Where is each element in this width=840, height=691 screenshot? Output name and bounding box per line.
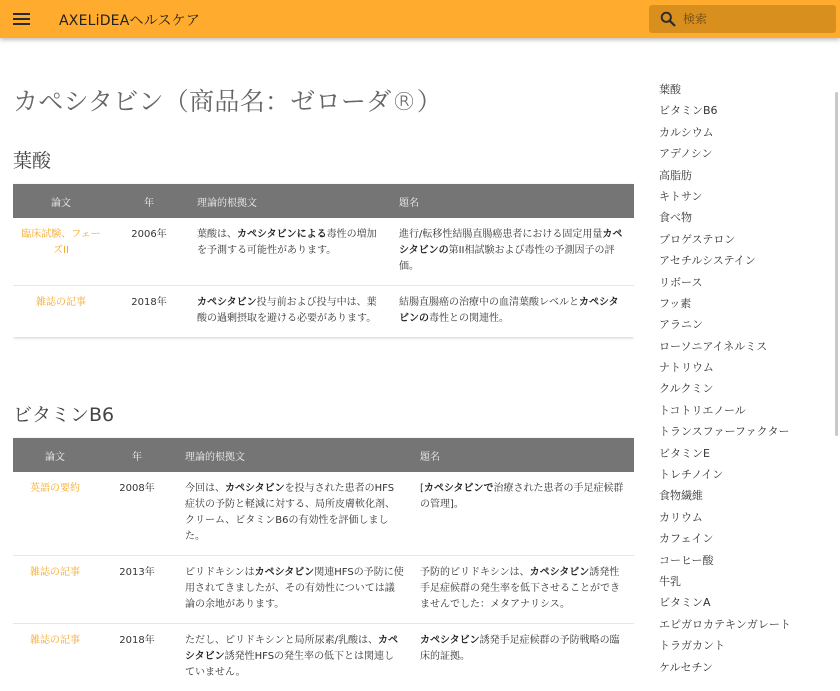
text-segment: 第II相試験および毒性の予測因子の評価。	[399, 245, 615, 272]
highlighted-drug-name: カペシタビン	[254, 567, 315, 578]
table-row	[13, 218, 634, 286]
text-segment: 毒性の増加を予測する可能性があります。	[197, 229, 377, 256]
paper-link[interactable]: 臨床試験、フェーズII	[21, 229, 101, 256]
text-segment: [	[420, 483, 424, 494]
year-cell: 2018年	[97, 624, 177, 691]
text-segment: 治療された患者の手足症候群の管理]。	[420, 483, 624, 510]
toc-item[interactable]: トランスファーファクター	[659, 425, 790, 439]
column-header-title: 題名	[412, 438, 634, 472]
paper-link[interactable]: 英語の要約	[30, 483, 80, 494]
toc-item[interactable]: ビタミンA	[659, 596, 711, 610]
toc-item[interactable]: クルクミン	[659, 382, 714, 396]
year-cell: 2013年	[97, 556, 177, 624]
title-cell	[412, 624, 634, 691]
toc-item[interactable]: プロゲステロン	[659, 232, 736, 246]
rationale-cell	[189, 286, 391, 338]
text-segment: 葉酸は、	[197, 229, 237, 240]
toc-item[interactable]: フッ素	[659, 296, 692, 310]
toc-item[interactable]: 牛乳	[659, 574, 681, 588]
toc-item[interactable]: トレチノイン	[659, 468, 724, 482]
text-segment: を投与された患者のHFS症状の予防と軽減に対する、局所皮膚軟化剤、クリーム、ビタミンB6の有効性を評価しました。	[185, 483, 395, 542]
text-segment: 関連HFSの予防に使用されてきましたが、その有効性については議論の余地があります。	[185, 567, 404, 610]
title-cell	[391, 286, 634, 338]
column-header-title: 題名	[391, 184, 634, 218]
text-segment: 進行/転移性結腸直腸癌患者における固定用量	[399, 229, 603, 240]
paper-link[interactable]: 雑誌の記事	[30, 567, 80, 578]
toc-item[interactable]: アラニン	[659, 318, 703, 332]
text-segment: 誘発手足症候群の予防戦略の臨床的証拠。	[420, 635, 620, 662]
toc-item[interactable]: ビタミンE	[659, 446, 710, 460]
column-header-year: 年	[97, 438, 177, 472]
toc-item[interactable]: トコトリエノール	[659, 403, 746, 417]
toc-item[interactable]: 高脂肪	[659, 168, 692, 182]
title-cell	[412, 556, 634, 624]
title-cell	[391, 218, 634, 286]
paper-cell	[13, 556, 97, 624]
toc-item[interactable]: コーヒー酸	[659, 553, 714, 567]
toc-item[interactable]: カフェイン	[659, 532, 714, 546]
site-brand[interactable]: AXELiDEAヘルスケア	[59, 13, 201, 29]
toc-item[interactable]: リボース	[659, 275, 703, 289]
rationale-cell	[177, 556, 412, 624]
highlighted-drug-name: カペシタビン	[420, 635, 480, 646]
table-header-row	[13, 184, 634, 218]
text-segment: 誘発性手足症候群の発生率を低下させることができませんでした：メタアナリシス。	[420, 567, 620, 610]
toc-item[interactable]: アセチルシステイン	[659, 254, 756, 268]
table-of-contents	[659, 79, 829, 678]
text-segment: 誘発性HFSの発生率の低下とは関連していません。	[185, 651, 395, 678]
highlighted-drug-name: カペシタビン	[225, 483, 285, 494]
toc-item[interactable]: 葉酸	[659, 83, 681, 96]
search-input[interactable]	[683, 8, 828, 30]
highlighted-drug-name: カペシタビンの	[399, 297, 619, 324]
column-header-paper: 論文	[13, 438, 97, 472]
year-cell: 2018年	[109, 286, 189, 338]
toc-item[interactable]: アデノシン	[659, 147, 713, 161]
text-segment: 投与前および投与中は、葉酸の過剰摂取を避ける必要があります。	[197, 297, 377, 324]
text-segment: ピリドキシンは	[185, 567, 255, 578]
section-title-vitamin-b6: ビタミンB6	[13, 404, 115, 426]
search-box[interactable]	[649, 5, 836, 33]
text-segment: ただし、ピリドキシンと局所尿素/乳酸は、	[185, 635, 379, 646]
main-content	[13, 40, 634, 691]
text-segment: 結腸直腸癌の治療中の血清葉酸レベルと	[399, 297, 579, 308]
column-header-year: 年	[109, 184, 189, 218]
table-row	[13, 472, 634, 556]
evidence-table	[13, 438, 634, 691]
toc-item[interactable]: キトサン	[659, 189, 703, 203]
highlighted-drug-name: カペシタビン	[185, 635, 399, 662]
rationale-cell	[189, 218, 391, 286]
table-card-folic-acid	[13, 184, 634, 337]
toc-item[interactable]: カルシウム	[659, 125, 714, 139]
evidence-table	[13, 184, 634, 337]
toc-item[interactable]: エピガロカテキンガレート	[659, 617, 791, 631]
toc-item[interactable]: ビタミンB6	[659, 104, 718, 118]
toc-item[interactable]: ローソニアイネルミス	[659, 339, 768, 353]
highlighted-drug-name: カペシタビンによる	[237, 229, 327, 240]
table-row	[13, 624, 634, 691]
highlighted-drug-name: カペシタビンの	[399, 229, 623, 256]
table-row	[13, 286, 634, 338]
column-header-paper: 論文	[13, 184, 109, 218]
paper-cell	[13, 218, 109, 286]
page-title: カペシタビン（商品名：ゼローダ®）	[13, 87, 443, 116]
rationale-cell	[177, 624, 412, 691]
toc-item[interactable]: カリウム	[659, 510, 703, 524]
title-cell	[412, 472, 634, 556]
table-row	[13, 556, 634, 624]
toc-item[interactable]: 食べ物	[659, 211, 692, 225]
year-cell: 2006年	[131, 229, 167, 240]
year-cell: 2008年	[119, 483, 155, 494]
highlighted-drug-name: カペシタビン	[197, 297, 257, 308]
section-title-folic-acid: 葉酸	[13, 150, 52, 172]
toc-item[interactable]: 食物繊維	[659, 489, 703, 503]
toc-item[interactable]: ナトリウム	[659, 361, 714, 375]
text-segment: 毒性との関連性。	[429, 313, 509, 324]
hamburger-menu-icon[interactable]	[13, 11, 31, 27]
table-header-row	[13, 438, 634, 472]
text-segment: 予防的ピリドキシンは、	[420, 567, 530, 578]
toc-item[interactable]: トラガカント	[659, 639, 725, 653]
paper-link[interactable]: 雑誌の記事	[30, 635, 80, 646]
column-header-rationale: 理論的根拠文	[177, 438, 412, 472]
toc-item[interactable]: ケルセチン	[659, 660, 713, 674]
top-app-bar	[0, 0, 840, 38]
table-card-vitamin-b6	[13, 438, 634, 691]
paper-cell	[13, 624, 97, 691]
column-header-rationale: 理論的根拠文	[189, 184, 391, 218]
toc-scrollbar[interactable]	[835, 92, 838, 436]
paper-cell	[13, 286, 109, 338]
highlighted-drug-name: カペシタビンで	[423, 483, 494, 494]
paper-cell	[13, 472, 97, 556]
paper-link[interactable]: 雑誌の記事	[36, 297, 86, 308]
text-segment: 今回は、	[185, 483, 225, 494]
search-icon	[660, 11, 676, 27]
highlighted-drug-name: カペシタビン	[529, 567, 590, 578]
rationale-cell	[177, 472, 412, 556]
